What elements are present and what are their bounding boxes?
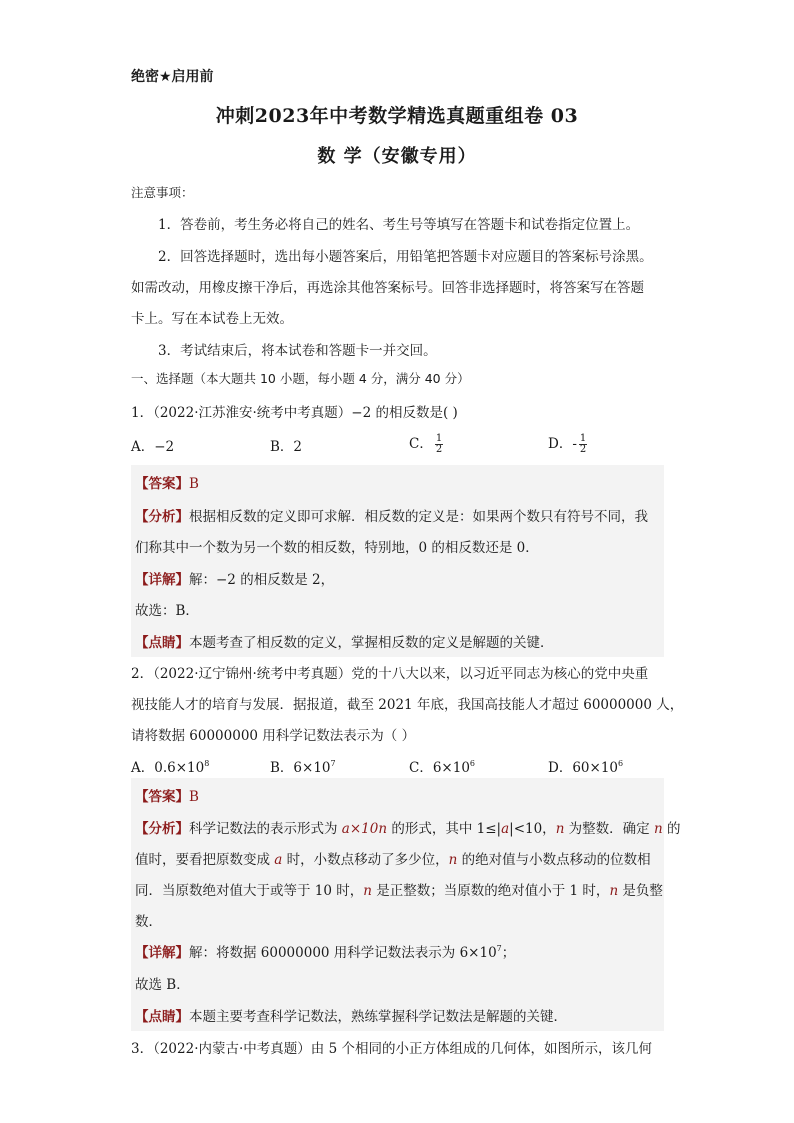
q1-option-c: C． $\frac{1}{2}$ — [409, 433, 443, 455]
question-1-stem: 1．（2022·江苏淮安·统考中考真题）−2 的相反数是( ) — [131, 405, 458, 421]
section-heading: 一、选择题（本大题共 10 小题，每小题 4 分，满分 40 分） — [131, 371, 470, 386]
q1-detail: 【详解】解：−2 的相反数是 2， — [135, 572, 335, 588]
question-1-options — [131, 435, 664, 457]
q2-answer: 【答案】B — [135, 789, 199, 805]
fraction: $\frac{1}{2}$ — [579, 433, 587, 455]
q2-option-d: D．$60\times 10^6$ — [548, 759, 624, 776]
q1-option-d: D．- $\frac{1}{2}$ — [548, 433, 587, 455]
q2-option-a: A．$0.6\times 10^8$ — [131, 759, 210, 776]
q2-analysis-line-3: 同．当原数绝对值大于或等于 10 时，n 是正整数；当原数的绝对值小于 1 时，n 是负整 — [135, 883, 663, 899]
q1-solution-panel — [131, 465, 664, 657]
fraction: $\frac{1}{2}$ — [435, 433, 443, 455]
question-2-stem-cont: 视技能人才的培育与发展．据报道，截至 2021 年底，我国高技能人才超过 60000000 人， — [131, 697, 684, 713]
q2-analysis-line-4: 数． — [135, 914, 162, 930]
q2-choice: 故选 B． — [135, 977, 190, 993]
q2-option-b: B．$6\times 10^7$ — [270, 759, 336, 776]
notice-item-2-cont: 如需改动，用橡皮擦干净后，再选涂其他答案标号。回答非选择题时，将答案写在答题 — [131, 280, 644, 296]
question-2-options — [131, 756, 664, 778]
question-3-stem: 3．（2022·内蒙古·中考真题）由 5 个相同的小正方体组成的几何体，如图所示，该几何 — [131, 1041, 652, 1057]
q2-option-c: C．$6\times 10^6$ — [409, 759, 476, 776]
q2-comment: 【点睛】本题主要考查科学记数法，熟练掌握科学记数法是解题的关键． — [135, 1009, 567, 1025]
notice-item-3: 3．考试结束后，将本试卷和答题卡一并交回。 — [158, 343, 437, 359]
q1-choice: 故选：B． — [135, 603, 199, 619]
exam-subtitle: 数 学（安徽专用） — [317, 146, 477, 167]
q1-comment: 【点睛】本题考查了相反数的定义，掌握相反数的定义是解题的关键． — [135, 635, 554, 651]
notice-item-2-end: 卡上。写在本试卷上无效。 — [131, 311, 293, 327]
q1-option-a: A．−2 — [131, 439, 175, 455]
question-2-stem-end: 请将数据 60000000 用科学记数法表示为（ ） — [131, 728, 416, 744]
q2-analysis-line-2: 值时，要看把原数变成 a 时，小数点移动了多少位，n 的绝对值与小数点移动的位数相 — [135, 852, 651, 868]
q1-option-b: B．2 — [270, 439, 303, 455]
q2-detail: 【详解】解：将数据 60000000 用科学记数法表示为 $6\times 10^7$； — [135, 944, 516, 961]
q1-analysis-cont: 们称其中一个数为另一个数的相反数，特别地，0 的相反数还是 0． — [135, 540, 539, 556]
notice-item-2: 2．回答选择题时，选出每小题答案后，用铅笔把答题卡对应题目的答案标号涂黑。 — [158, 249, 653, 265]
notice-heading: 注意事项： — [131, 185, 194, 200]
notice-item-1: 1．答卷前，考生务必将自己的姓名、考生号等填写在答题卡和试卷指定位置上。 — [158, 217, 640, 233]
q1-answer: 【答案】B — [135, 476, 199, 492]
q2-solution-panel — [131, 778, 681, 1031]
confidential-mark: 绝密★启用前 — [131, 69, 214, 85]
q2-analysis: 【分析】科学记数法的表示形式为 a×10n 的形式，其中 1≤|a|<10，n 为整数．确定 n 的 — [135, 821, 681, 837]
question-2-stem: 2．（2022·辽宁锦州·统考中考真题）党的十八大以来，以习近平同志为核心的党中央重 — [131, 666, 649, 682]
exam-title: 冲刺2023年中考数学精选真题重组卷 03 — [215, 105, 579, 127]
q1-analysis: 【分析】根据相反数的定义即可求解．相反数的定义是：如果两个数只有符号不同，我 — [135, 509, 648, 525]
